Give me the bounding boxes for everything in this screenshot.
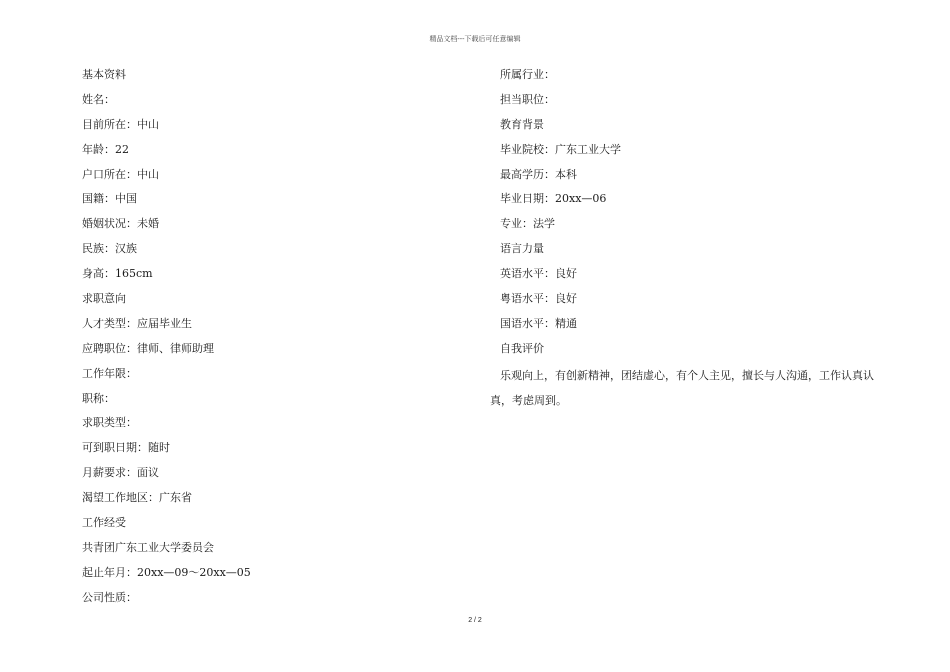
field-degree: 最高学历：本科 bbox=[500, 167, 577, 181]
field-cantonese-level: 粤语水平：良好 bbox=[500, 292, 577, 306]
field-mandarin-level: 国语水平：精通 bbox=[500, 316, 577, 330]
right-column bbox=[490, 64, 880, 413]
field-ethnicity: 民族：汉族 bbox=[82, 242, 137, 256]
field-marital-status: 婚姻状况：未婚 bbox=[82, 217, 159, 231]
field-english-level: 英语水平：良好 bbox=[500, 267, 577, 281]
field-household-registration: 户口所在：中山 bbox=[82, 167, 159, 181]
field-start-date: 可到职日期：随时 bbox=[82, 441, 170, 455]
field-role: 担当职位： bbox=[500, 92, 555, 106]
section-heading-basic-info: 基本资料 bbox=[82, 68, 126, 81]
field-talent-type: 人才类型：应届毕业生 bbox=[82, 316, 192, 330]
left-column bbox=[82, 64, 462, 612]
section-heading-education: 教育背景 bbox=[500, 117, 544, 131]
field-work-years: 工作年限： bbox=[82, 366, 137, 380]
field-industry: 所属行业： bbox=[500, 68, 555, 81]
field-position-applied: 应聘职位：律师、律师助理 bbox=[82, 341, 214, 355]
field-salary: 月薪要求：面议 bbox=[82, 466, 159, 480]
field-title: 职称： bbox=[82, 391, 115, 405]
field-school: 毕业院校：广东工业大学 bbox=[500, 142, 621, 156]
page-number: 2 / 2 bbox=[468, 617, 482, 624]
field-major: 专业：法学 bbox=[500, 217, 555, 231]
field-graduation-date: 毕业日期：20xx—06 bbox=[500, 192, 607, 206]
section-heading-self-evaluation: 自我评价 bbox=[500, 341, 544, 355]
section-heading-language: 语言力量 bbox=[500, 242, 544, 256]
section-heading-job-intention: 求职意向 bbox=[82, 292, 126, 306]
self-evaluation-paragraph: 乐观向上，有创新精神，团结虚心，有个人主见，擅长与人沟通，工作认真认真，考虑周到。 bbox=[490, 368, 874, 407]
field-name: 姓名： bbox=[82, 92, 115, 106]
field-company-type: 公司性质： bbox=[82, 590, 137, 604]
field-employer: 共青团广东工业大学委员会 bbox=[82, 540, 214, 554]
field-nationality: 国籍：中国 bbox=[82, 192, 137, 206]
section-heading-work-experience: 工作经受 bbox=[82, 516, 126, 530]
field-period: 起止年月：20xx—09～20xx—05 bbox=[82, 565, 251, 579]
field-age: 年龄：22 bbox=[82, 142, 129, 156]
field-height: 身高：165cm bbox=[82, 267, 153, 281]
field-current-location: 目前所在：中山 bbox=[82, 117, 159, 131]
field-job-type: 求职类型： bbox=[82, 416, 137, 430]
field-desired-region: 渴望工作地区：广东省 bbox=[82, 491, 192, 505]
page-header: 精品文档---下载后可任意编辑 bbox=[429, 35, 521, 43]
